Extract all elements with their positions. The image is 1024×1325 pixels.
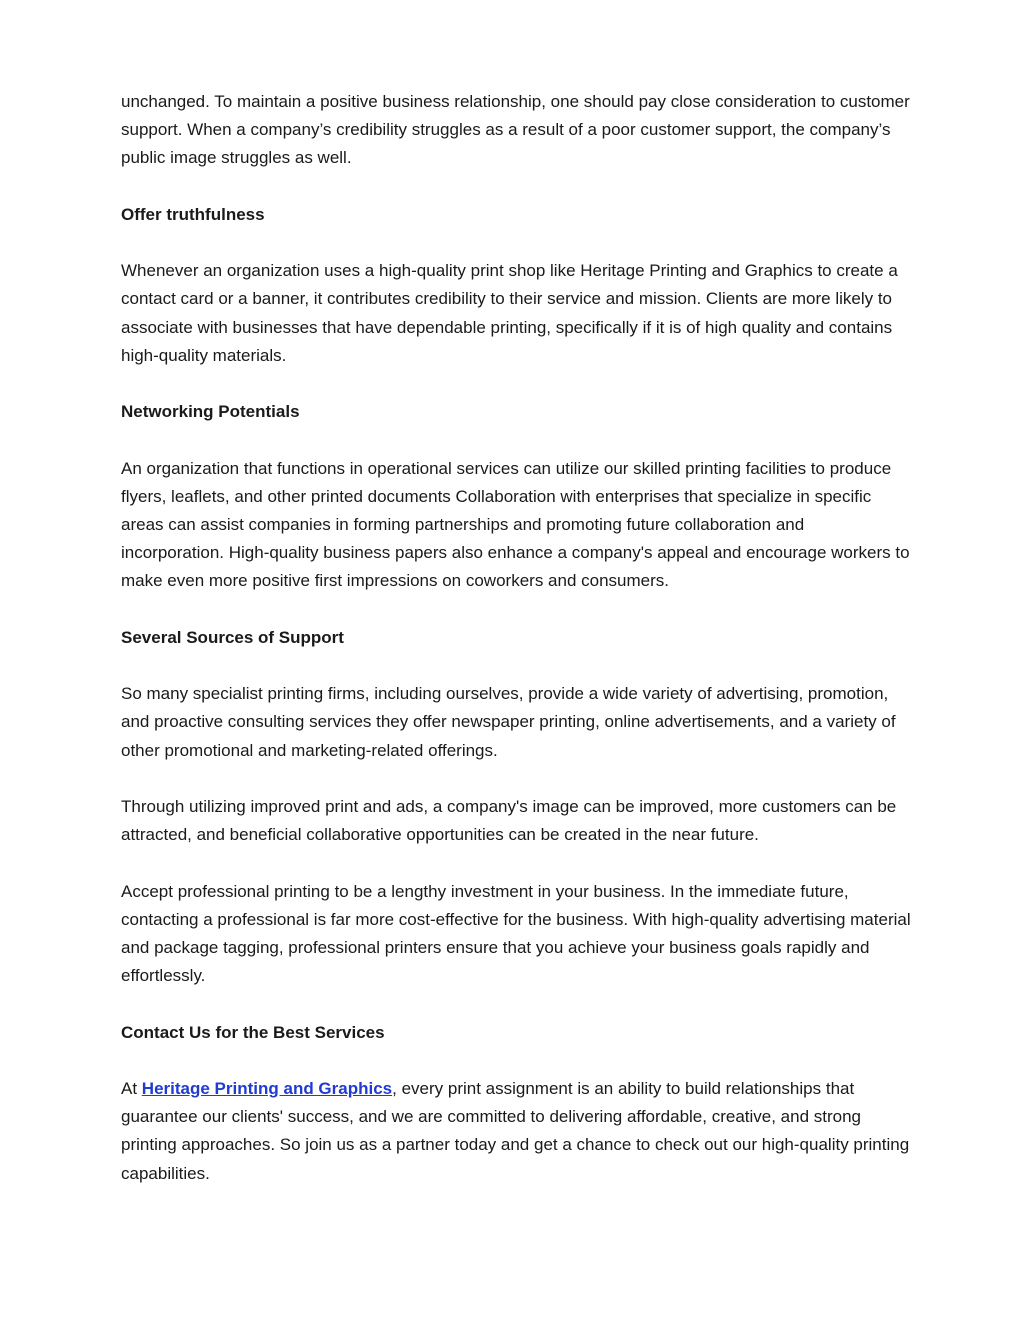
closing-prefix: At — [121, 1078, 142, 1098]
paragraph-support-services: So many specialist printing firms, including ourselves, provide a wide variety of advertising, promotion, and proactive consulting services they offer newspaper printing, online advertisements, and a variety of other promotional and marketing-related offerings. — [121, 684, 896, 760]
heritage-printing-link[interactable]: Heritage Printing and Graphics — [141, 1078, 393, 1098]
section-heading-sources-of-support: Several Sources of Support — [121, 627, 344, 647]
paragraph-networking-potentials: An organization that functions in operational services can utilize our skilled printing facilities to produce flyers, leaflets, and other printed documents Collaboration with enterprises that specialize in specific areas can assist companies in forming partnerships and promoting future collaboration and incorporation. High-quality business papers also enhance a company's appeal and encourage workers to make even more positive first impressions on coworkers and consumers. — [121, 458, 910, 591]
closing-paragraph — [121, 1075, 911, 1188]
section-heading-networking-potentials: Networking Potentials — [121, 402, 300, 422]
intro-paragraph: unchanged. To maintain a positive business relationship, one should pay close consideration to customer support. When a company’s credibility struggles as a result of a poor customer support, the company’s public image struggles as well. — [121, 92, 910, 168]
paragraph-improved-print: Through utilizing improved print and ads, a company's image can be improved, more customers can be attracted, and beneficial collaborative opportunities can be created in the near future. — [121, 796, 897, 845]
section-heading-contact-us: Contact Us for the Best Services — [121, 1022, 385, 1042]
paragraph-offer-truthfulness: Whenever an organization uses a high-quality print shop like Heritage Printing and Graphics to create a contact card or a banner, it contributes credibility to their service and mission. Clients are more likely to associate with businesses that have dependable printing, specifically if it is of high quality and contains high-quality materials. — [121, 261, 898, 365]
paragraph-professional-printing: Accept professional printing to be a lengthy investment in your business. In the immediate future, contacting a professional is far more cost-effective for the business. With high-quality advertising material and package tagging, professional printers ensure that you achieve your business goals rapidly and effortlessly. — [121, 881, 911, 986]
section-heading-offer-truthfulness: Offer truthfulness — [121, 204, 265, 224]
document-body — [121, 88, 911, 1216]
closing-suffix: , every print assignment is an ability to build relationships that guarantee our clients' success, and we are committed to delivering affordable, creative, and strong printing approaches. So join us as a partner today and get a chance to check out our high-quality printing capabilities. — [121, 1078, 910, 1183]
